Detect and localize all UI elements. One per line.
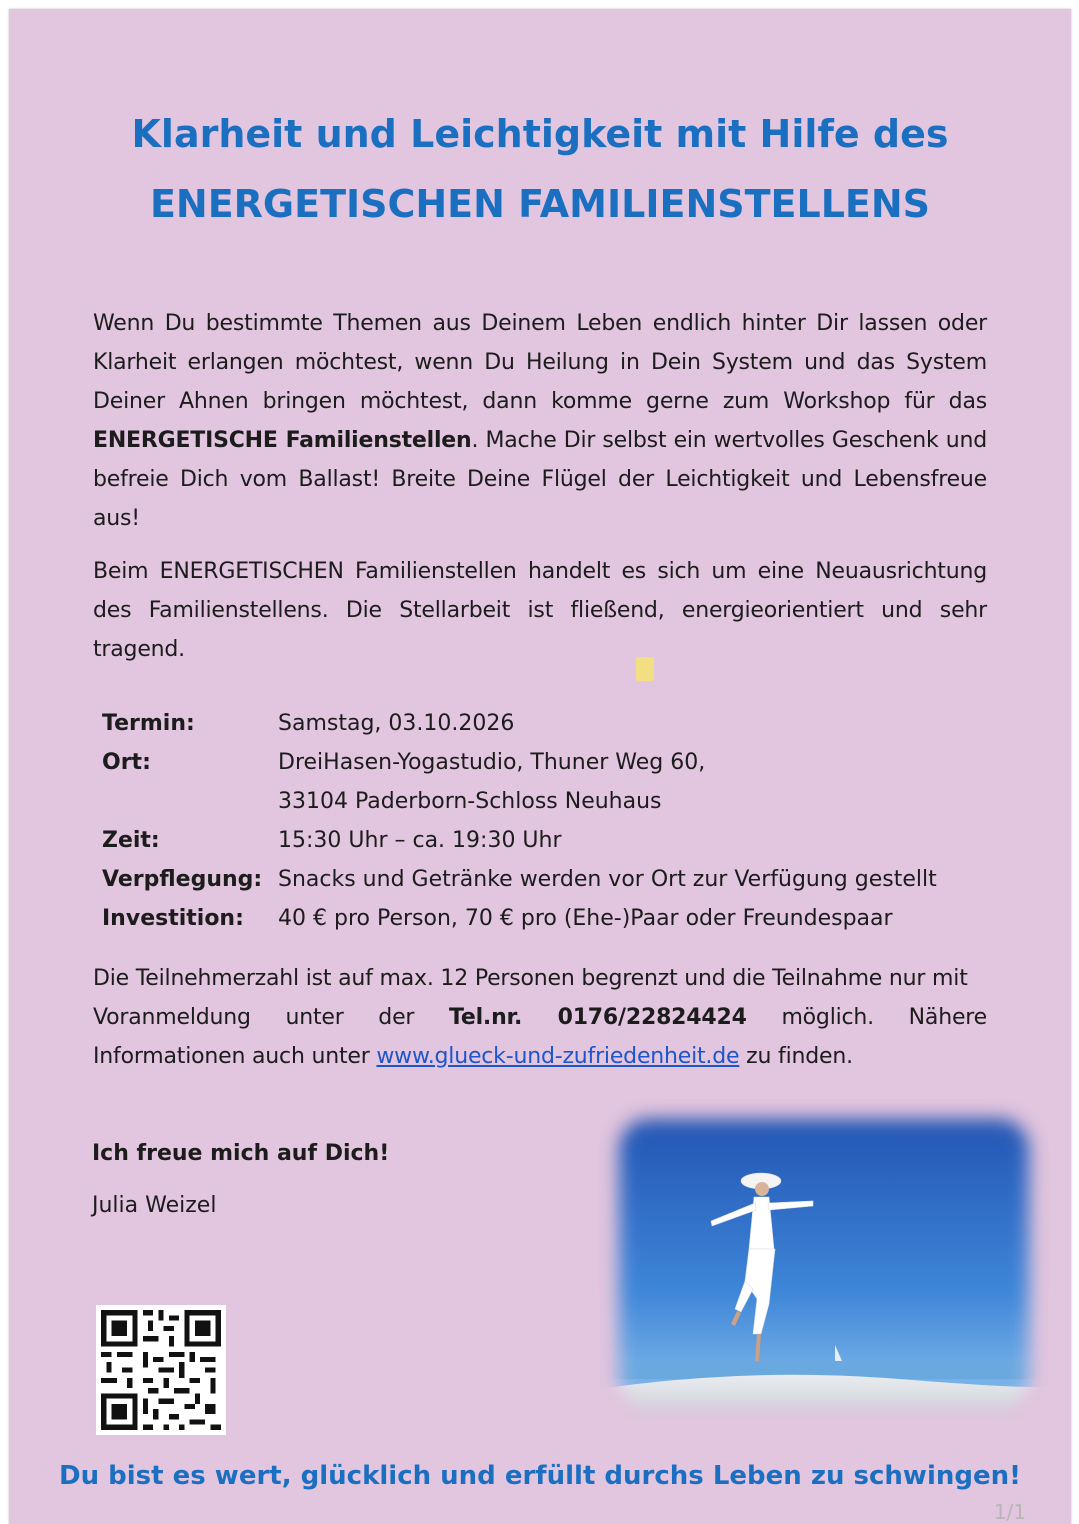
text-cursor-marker <box>636 657 654 681</box>
event-details <box>102 704 937 938</box>
page-number: 1/1 <box>993 1500 1026 1524</box>
reg-text-a: Voranmeldung unter der <box>93 1005 449 1030</box>
website-link[interactable]: www.glueck-und-zufriedenheit.de <box>376 1044 740 1069</box>
phone-number: Tel.nr. 0176/22824424 <box>448 1005 747 1030</box>
reg-text-c: Informationen auch unter <box>93 1044 377 1069</box>
intro-paragraph <box>93 304 987 538</box>
registration-line-1: Die Teilnehmerzahl ist auf max. 12 Personen begrenzt und die Teilnahme nur mit <box>93 966 968 991</box>
title-line-1: Klarheit und Leichtigkeit mit Hilfe des <box>131 112 949 156</box>
termin-value: Samstag, 03.10.2026 <box>278 711 515 736</box>
intro-bold: ENERGETISCHE Familienstellen <box>93 428 472 453</box>
empty-label <box>102 782 278 821</box>
signature-name: Julia Weizel <box>92 1193 217 1218</box>
intro-text-1: Wenn Du bestimmte Themen aus Deinem Leben endlich hinter Dir lassen oder Klarheit erlangen möchtest, wenn Du Heilung in Dein System und das System Deiner Ahnen bringen möchtest, dann komme gerne zum Workshop für das <box>93 311 987 414</box>
detail-row-verpflegung <box>102 860 937 899</box>
registration-line-3 <box>93 1037 987 1076</box>
termin-label: Termin: <box>102 711 195 736</box>
registration-line-2 <box>93 998 987 1037</box>
registration-paragraph <box>93 959 987 1076</box>
detail-row-ort-2 <box>102 782 937 821</box>
verpflegung-label: Verpflegung: <box>102 867 263 892</box>
ort-label: Ort: <box>102 750 151 775</box>
flyer-title <box>9 99 1071 239</box>
verpflegung-value: Snacks und Getränke werden vor Ort zur Verfügung gestellt <box>278 867 937 892</box>
footer-slogan: Du bist es wert, glücklich und erfüllt durchs Leben zu schwingen! <box>59 1461 1021 1491</box>
detail-row-termin <box>102 704 937 743</box>
investition-value: 40 € pro Person, 70 € pro (Ehe-)Paar oder Freundespaar <box>278 906 893 931</box>
ort-value-1: DreiHasen-Yogastudio, Thuner Weg 60, <box>278 750 706 775</box>
qr-code-icon[interactable] <box>96 1305 226 1435</box>
description-paragraph: Beim ENERGETISCHEN Familienstellen handelt es sich um eine Neuausrichtung des Familienstellens. Die Stellarbeit ist fließend, energieorientiert und sehr tragend. <box>93 559 987 662</box>
detail-row-zeit <box>102 821 937 860</box>
zeit-value: 15:30 Uhr – ca. 19:30 Uhr <box>278 828 562 853</box>
flyer-page <box>9 9 1071 1524</box>
investition-label: Investition: <box>102 906 244 931</box>
greeting: Ich freue mich auf Dich! <box>92 1141 390 1166</box>
jumping-woman-beach-photo <box>599 1099 1049 1419</box>
detail-row-investition <box>102 899 937 938</box>
reg-text-d: zu finden. <box>739 1044 853 1069</box>
intro-text-2: . Mache Dir selbst ein wertvolles Geschenk und befreie Dich vom Ballast! Breite Deine Flügel der Leichtigkeit und Lebensfreue aus! <box>93 428 987 531</box>
reg-text-b: möglich. Nähere <box>746 1005 987 1030</box>
zeit-label: Zeit: <box>102 828 160 853</box>
ort-value-2: 33104 Paderborn-Schloss Neuhaus <box>278 789 662 814</box>
title-line-2: ENERGETISCHEN FAMILIENSTELLENS <box>149 182 931 226</box>
detail-row-ort <box>102 743 937 782</box>
